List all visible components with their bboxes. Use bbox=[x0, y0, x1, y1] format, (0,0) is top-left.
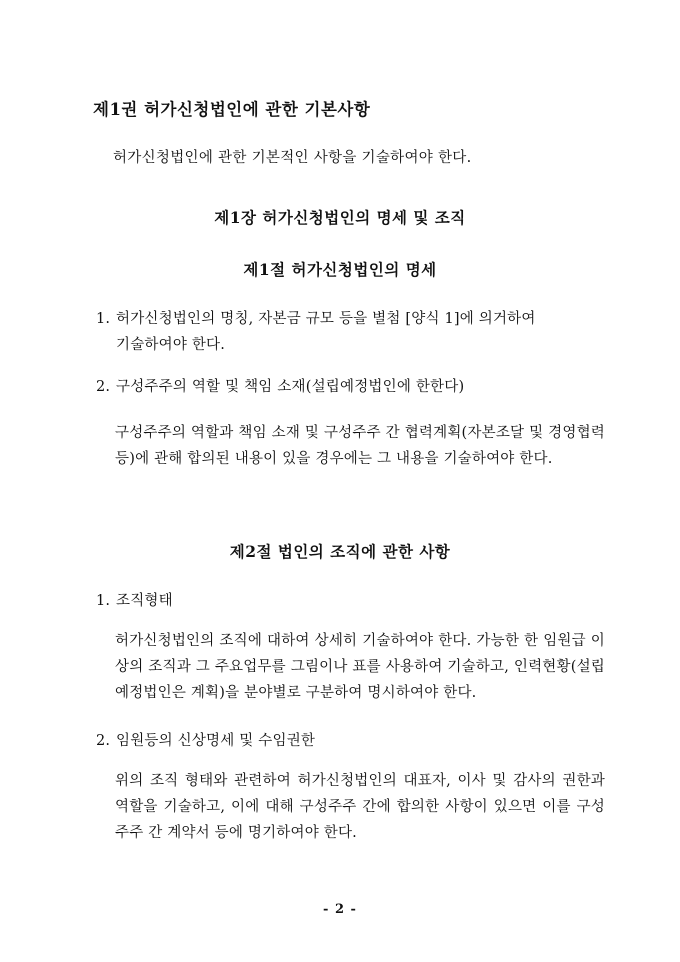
item-number: 2. bbox=[96, 379, 111, 395]
item-number: 2. bbox=[96, 733, 111, 749]
item-number: 1. bbox=[96, 311, 111, 327]
part-title: 제1권 허가신청법인에 관한 기본사항 bbox=[93, 100, 371, 119]
item-continuation: 기술하여야 한다. bbox=[116, 337, 226, 353]
section-2-item-2-paragraph: 위의 조직 형태와 관련하여 허가신청법인의 대표자, 이사 및 감사의 권한과 역할을 기술하고, 이에 대해 구성주주 간에 합의한 사항이 있으면 이를 구성주주 간 계약서 등에 명기하여야 한다. bbox=[115, 773, 605, 841]
page-number: - 2 - bbox=[323, 902, 357, 917]
item-number: 1. bbox=[96, 593, 111, 609]
chapter-title: 제1장 허가신청법인의 명세 및 조직 bbox=[214, 208, 466, 227]
section-1-item-1 bbox=[96, 306, 608, 358]
item-text: 구성주주의 역할 및 책임 소재(설립예정법인에 한한다) bbox=[116, 379, 465, 395]
item-label: 조직형태 bbox=[116, 593, 173, 609]
section-2-title: 제2절 법인의 조직에 관한 사항 bbox=[229, 542, 451, 561]
section-1-paragraph: 구성주주의 역할과 책임 소재 및 구성주주 간 협력계획(자본조달 및 경영협력 등)에 관해 합의된 내용이 있을 경우에는 그 내용을 기술하여야 한다. bbox=[115, 425, 605, 467]
part-intro: 허가신청법인에 관한 기본적인 사항을 기술하여야 한다. bbox=[113, 150, 472, 166]
section-2-item-2 bbox=[96, 728, 608, 754]
section-2-item-1-paragraph: 허가신청법인의 조직에 대하여 상세히 기술하여야 한다. 가능한 한 임원급 이상의 조직과 그 주요업무를 그림이나 표를 사용하여 기술하고, 인력현황(설립예정법인은 계획)을 분야별로 구분하여 명시하여야 한다. bbox=[115, 633, 605, 701]
item-label: 임원등의 신상명세 및 수임권한 bbox=[116, 733, 316, 749]
section-1-title: 제1절 허가신청법인의 명세 bbox=[243, 260, 437, 279]
section-2-item-1 bbox=[96, 588, 608, 614]
section-1-item-2 bbox=[96, 374, 608, 400]
item-text: 허가신청법인의 명칭, 자본금 규모 등을 별첨 [양식 1]에 의거하여 bbox=[116, 311, 536, 327]
